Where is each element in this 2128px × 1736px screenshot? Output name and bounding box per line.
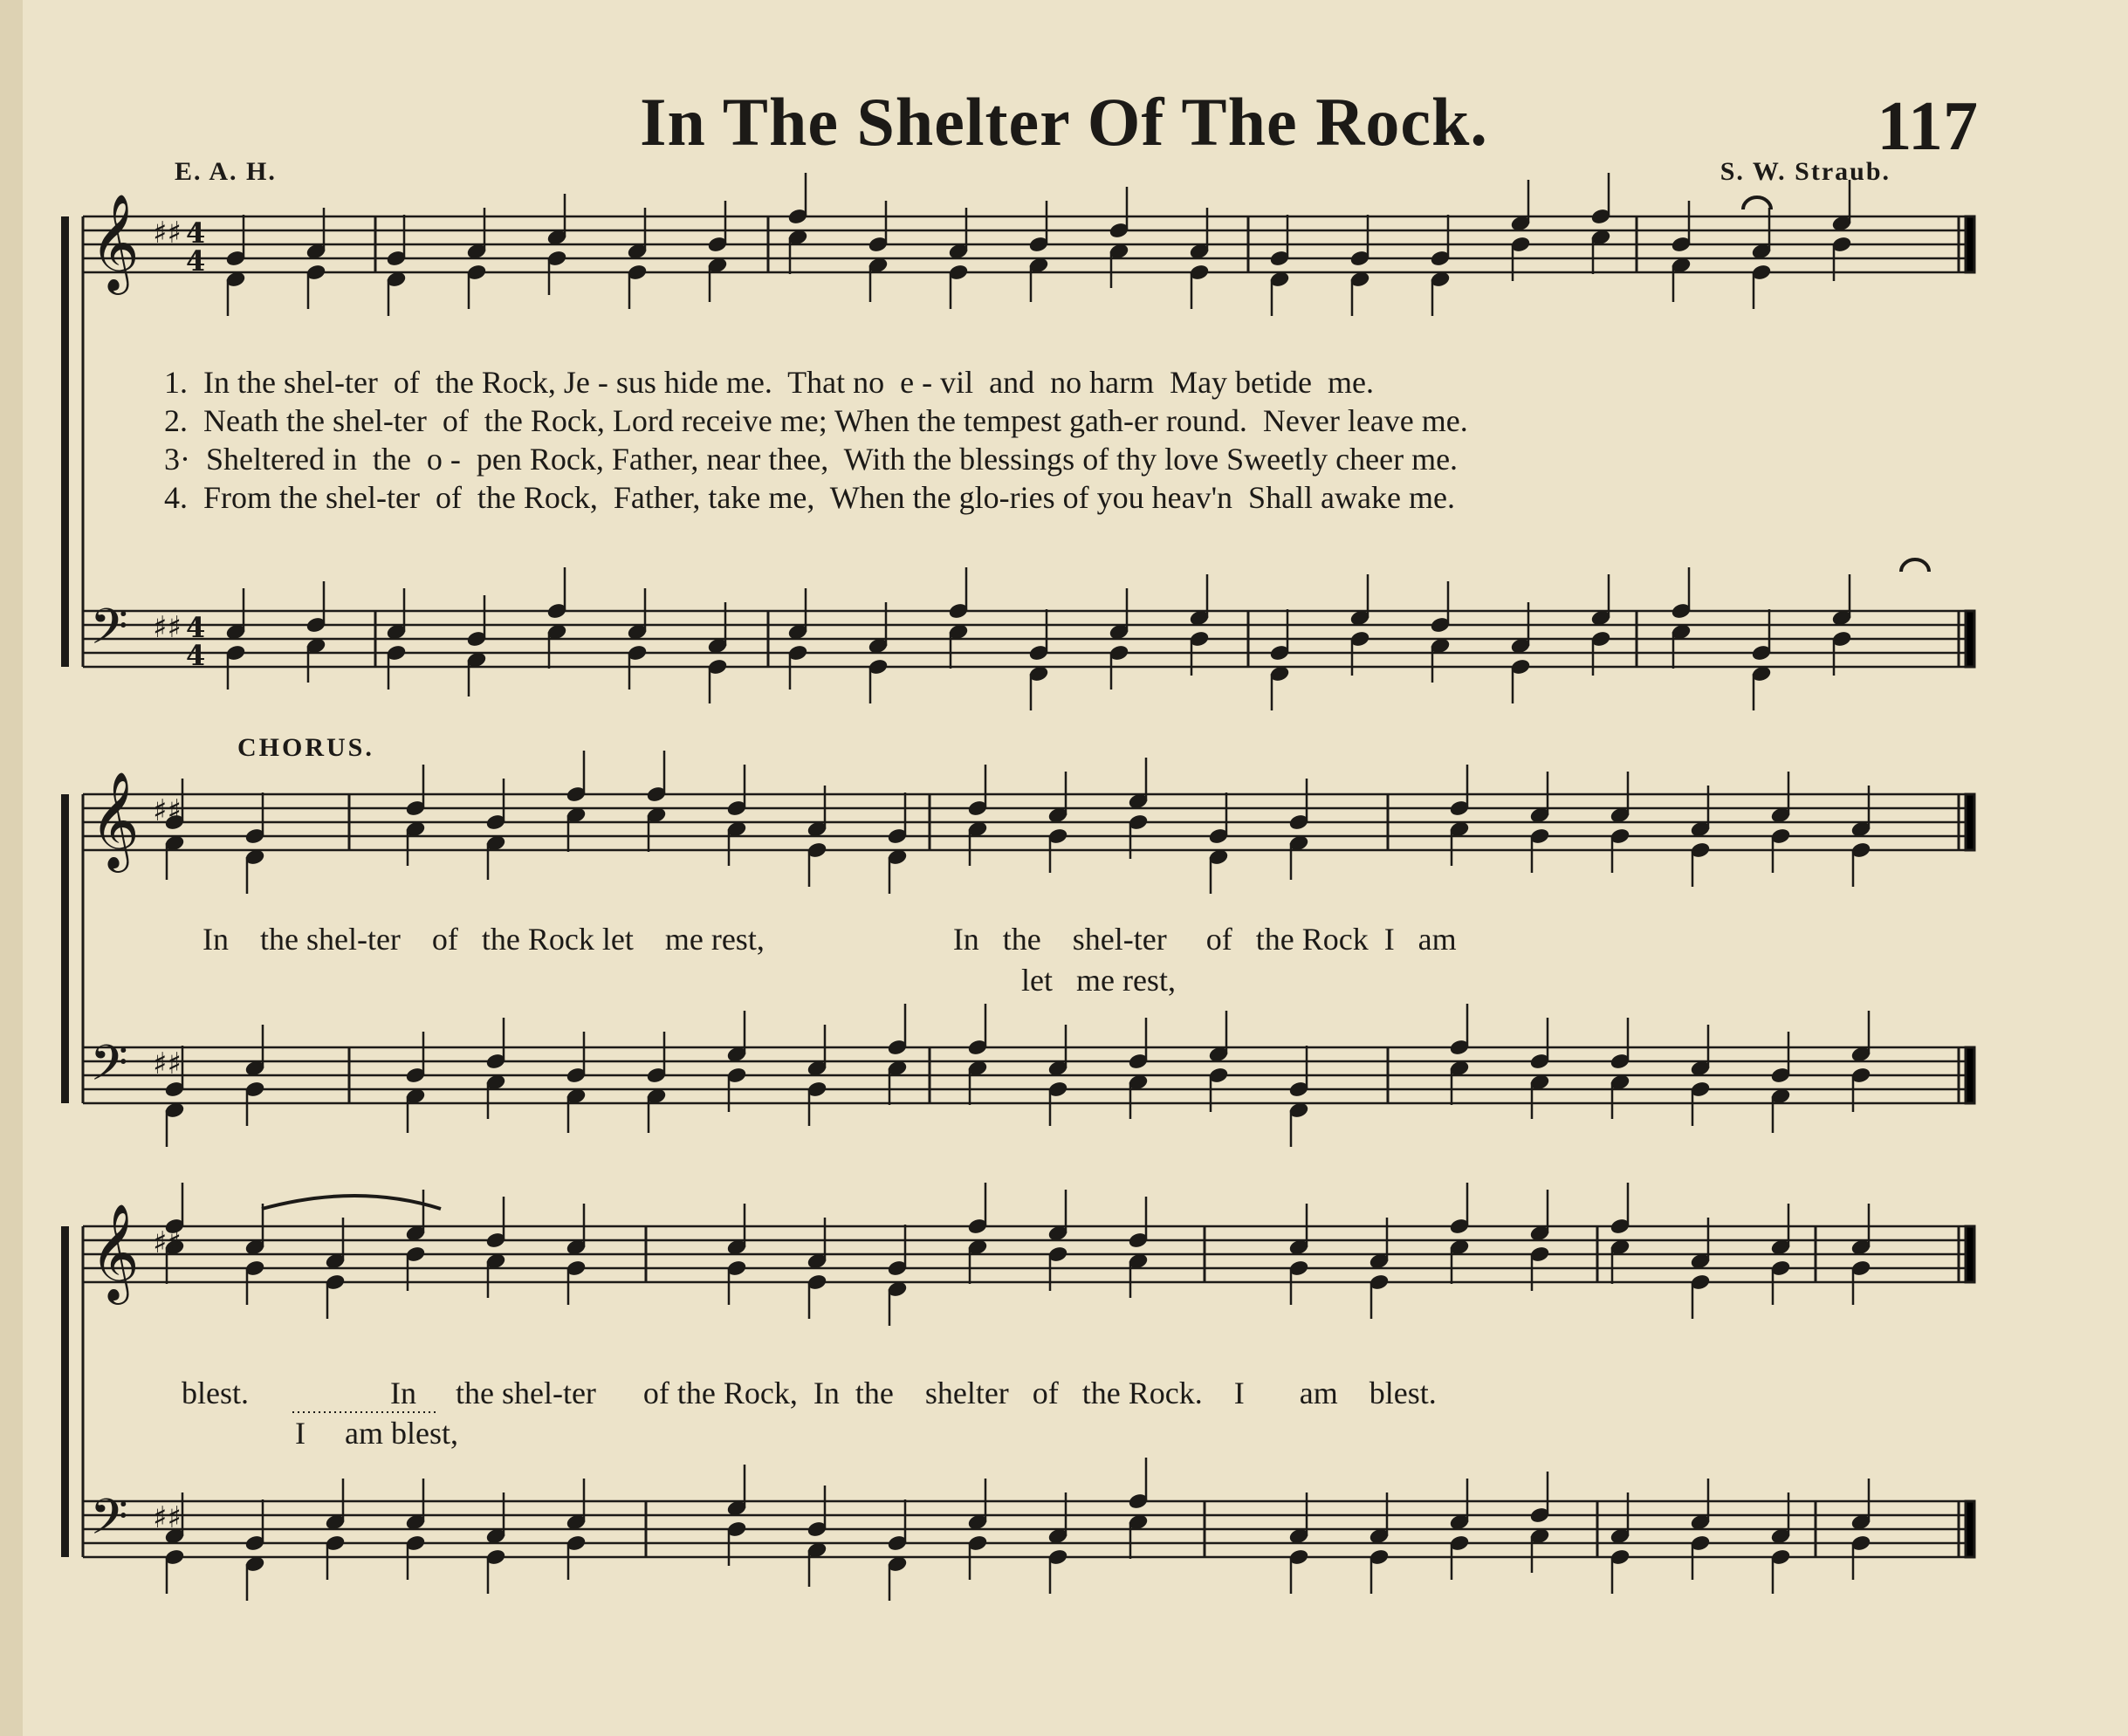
treble-clef-icon: 𝄞 (90, 193, 140, 291)
system-bracket (61, 794, 69, 1103)
time-signature-icon: 4 (186, 611, 206, 644)
key-signature-icon: ♯♯ (153, 610, 182, 645)
composer-credit: S. W. Straub. (1720, 157, 1891, 186)
page-number: 117 (1877, 88, 1978, 165)
bass-clef-icon: 𝄢 (90, 1489, 128, 1558)
system-bracket (61, 1226, 69, 1557)
bass-clef-icon: 𝄢 (90, 599, 128, 668)
bass-clef-icon: 𝄢 (90, 1035, 128, 1104)
chorus-lyric-alt-1: let me rest, (1021, 963, 1176, 998)
final-barline-thick (1966, 1047, 1974, 1103)
time-signature-icon: 4 (186, 216, 206, 250)
fermata-icon (1901, 559, 1929, 572)
chorus-lyric-line-1: In the shel-ter of the Rock let me rest, In the shel-ter of the Rock I am (203, 922, 1457, 957)
final-barline-thick (1966, 1501, 1974, 1557)
verse-line-4: 4. From the shel-ter of the Rock, Father, take me, When the glo-ries of you heav'n Shall awake me. (164, 480, 1455, 515)
chorus-label: CHORUS. (237, 733, 374, 762)
system-brackets (61, 216, 69, 1557)
final-barline-thick (1966, 216, 1974, 272)
treble-clef-icon: 𝄞 (90, 771, 140, 868)
verse-line-3: 3· Sheltered in the o - pen Rock, Father, near thee, With the blessings of thy love Sweetly cheer me. (164, 442, 1459, 477)
fermata-icon (1743, 197, 1771, 209)
hymn-title: In The Shelter Of The Rock. (640, 84, 1488, 160)
treble-clef-icon: 𝄞 (90, 1203, 140, 1300)
verse-line-2: 2. Neath the shel-ter of the Rock, Lord receive me; When the tempest gath-er round. Never leave me. (164, 403, 1468, 438)
final-barline-thick (1966, 1226, 1974, 1282)
chorus-lyric-alt-2: I am blest, (295, 1416, 458, 1451)
lyricist-credit: E. A. H. (175, 157, 277, 186)
key-signature-icon: ♯♯ (153, 793, 182, 828)
final-barline-thick (1966, 794, 1974, 850)
chorus-slur (262, 1196, 441, 1209)
key-signature-icon: ♯♯ (153, 216, 182, 250)
final-barline-thick (1966, 611, 1974, 667)
key-signature-icon: ♯♯ (153, 1046, 182, 1081)
verse-line-1: 1. In the shel-ter of the Rock, Je - sus hide me. That no e - vil and no harm May betide me. (164, 365, 1374, 400)
key-signature-icon: ♯♯ (153, 1225, 182, 1260)
chorus-lyric-line-2: blest. In the shel-ter of the Rock, In the shelter of the Rock. I am blest. (182, 1376, 1437, 1410)
time-signature-icon: 4 (186, 639, 206, 672)
key-signature-icon: ♯♯ (153, 1500, 182, 1535)
system-bracket (61, 216, 69, 667)
time-signature-icon: 4 (186, 244, 206, 278)
